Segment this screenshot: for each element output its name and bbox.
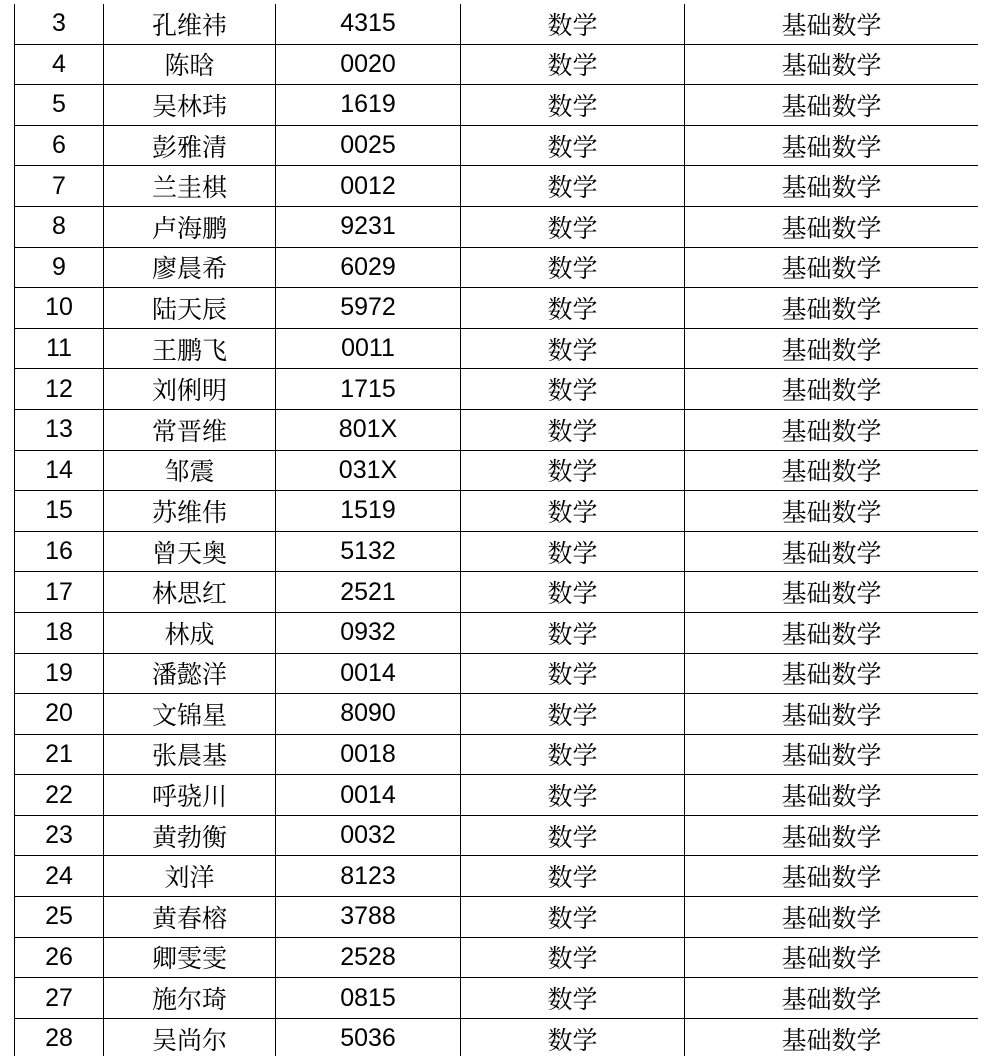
row-number-cell: 24: [15, 856, 104, 897]
table-row: [15, 44, 979, 85]
major-cell: 数学: [461, 978, 685, 1019]
student-id-cell: 1519: [276, 491, 461, 532]
student-id-cell: 0011: [276, 328, 461, 369]
row-number-cell: 20: [15, 694, 104, 735]
table-row: [15, 4, 979, 44]
major-cell: 数学: [461, 1018, 685, 1056]
student-name-cell: 廖晨希: [104, 247, 276, 288]
research-direction-cell: 基础数学: [685, 206, 979, 247]
table-row: [15, 572, 979, 613]
research-direction-cell: 基础数学: [685, 815, 979, 856]
row-number-cell: 15: [15, 491, 104, 532]
major-cell: 数学: [461, 125, 685, 166]
table-row: [15, 1018, 979, 1056]
student-id-cell: 0014: [276, 653, 461, 694]
table-row: [15, 328, 979, 369]
student-name-cell: 刘俐明: [104, 369, 276, 410]
table-row: [15, 775, 979, 816]
research-direction-cell: 基础数学: [685, 4, 979, 44]
row-number-cell: 18: [15, 612, 104, 653]
row-number-cell: 14: [15, 450, 104, 491]
student-name-cell: 陈晗: [104, 44, 276, 85]
student-name-cell: 吴林玮: [104, 85, 276, 126]
table-row: [15, 897, 979, 938]
research-direction-cell: 基础数学: [685, 531, 979, 572]
student-id-cell: 8123: [276, 856, 461, 897]
row-number-cell: 11: [15, 328, 104, 369]
major-cell: 数学: [461, 409, 685, 450]
row-number-cell: 5: [15, 85, 104, 126]
student-id-cell: 3788: [276, 897, 461, 938]
major-cell: 数学: [461, 572, 685, 613]
student-id-cell: 4315: [276, 4, 461, 44]
student-id-cell: 801X: [276, 409, 461, 450]
student-id-cell: 1619: [276, 85, 461, 126]
table-row: [15, 491, 979, 532]
student-roster-table: [14, 4, 978, 1056]
major-cell: 数学: [461, 531, 685, 572]
student-name-cell: 潘懿洋: [104, 653, 276, 694]
major-cell: 数学: [461, 206, 685, 247]
table-row: [15, 734, 979, 775]
major-cell: 数学: [461, 897, 685, 938]
table-row: [15, 409, 979, 450]
major-cell: 数学: [461, 612, 685, 653]
table-row: [15, 694, 979, 735]
table-row: [15, 85, 979, 126]
student-id-cell: 0032: [276, 815, 461, 856]
major-cell: 数学: [461, 450, 685, 491]
student-id-cell: 5972: [276, 288, 461, 329]
research-direction-cell: 基础数学: [685, 125, 979, 166]
student-name-cell: 黄春榕: [104, 897, 276, 938]
research-direction-cell: 基础数学: [685, 897, 979, 938]
row-number-cell: 6: [15, 125, 104, 166]
table-row: [15, 247, 979, 288]
row-number-cell: 27: [15, 978, 104, 1019]
table-row: [15, 978, 979, 1019]
row-number-cell: 21: [15, 734, 104, 775]
research-direction-cell: 基础数学: [685, 369, 979, 410]
student-name-cell: 邹震: [104, 450, 276, 491]
research-direction-cell: 基础数学: [685, 856, 979, 897]
row-number-cell: 25: [15, 897, 104, 938]
student-id-cell: 6029: [276, 247, 461, 288]
table-row: [15, 288, 979, 329]
row-number-cell: 19: [15, 653, 104, 694]
research-direction-cell: 基础数学: [685, 247, 979, 288]
student-name-cell: 苏维伟: [104, 491, 276, 532]
student-name-cell: 呼骁川: [104, 775, 276, 816]
student-name-cell: 常晋维: [104, 409, 276, 450]
student-name-cell: 孔维祎: [104, 4, 276, 44]
student-name-cell: 吴尚尔: [104, 1018, 276, 1056]
major-cell: 数学: [461, 328, 685, 369]
research-direction-cell: 基础数学: [685, 653, 979, 694]
research-direction-cell: 基础数学: [685, 775, 979, 816]
student-name-cell: 兰圭棋: [104, 166, 276, 207]
student-name-cell: 卿雯雯: [104, 937, 276, 978]
student-id-cell: 2521: [276, 572, 461, 613]
table-row: [15, 531, 979, 572]
student-id-cell: 0025: [276, 125, 461, 166]
research-direction-cell: 基础数学: [685, 166, 979, 207]
major-cell: 数学: [461, 775, 685, 816]
row-number-cell: 22: [15, 775, 104, 816]
table-row: [15, 369, 979, 410]
major-cell: 数学: [461, 288, 685, 329]
student-name-cell: 林思红: [104, 572, 276, 613]
research-direction-cell: 基础数学: [685, 612, 979, 653]
roster-body: [15, 4, 979, 1056]
row-number-cell: 12: [15, 369, 104, 410]
student-id-cell: 8090: [276, 694, 461, 735]
research-direction-cell: 基础数学: [685, 288, 979, 329]
table-row: [15, 166, 979, 207]
student-name-cell: 陆天辰: [104, 288, 276, 329]
major-cell: 数学: [461, 734, 685, 775]
row-number-cell: 28: [15, 1018, 104, 1056]
major-cell: 数学: [461, 44, 685, 85]
row-number-cell: 9: [15, 247, 104, 288]
student-id-cell: 5132: [276, 531, 461, 572]
row-number-cell: 17: [15, 572, 104, 613]
student-roster-sheet: [14, 4, 978, 1056]
row-number-cell: 13: [15, 409, 104, 450]
student-id-cell: 2528: [276, 937, 461, 978]
student-id-cell: 5036: [276, 1018, 461, 1056]
table-row: [15, 125, 979, 166]
student-id-cell: 1715: [276, 369, 461, 410]
student-name-cell: 王鹏飞: [104, 328, 276, 369]
student-id-cell: 0014: [276, 775, 461, 816]
research-direction-cell: 基础数学: [685, 572, 979, 613]
research-direction-cell: 基础数学: [685, 1018, 979, 1056]
table-row: [15, 653, 979, 694]
research-direction-cell: 基础数学: [685, 937, 979, 978]
major-cell: 数学: [461, 4, 685, 44]
row-number-cell: 16: [15, 531, 104, 572]
research-direction-cell: 基础数学: [685, 409, 979, 450]
student-id-cell: 0815: [276, 978, 461, 1019]
row-number-cell: 3: [15, 4, 104, 44]
table-row: [15, 612, 979, 653]
major-cell: 数学: [461, 937, 685, 978]
student-name-cell: 文锦星: [104, 694, 276, 735]
major-cell: 数学: [461, 369, 685, 410]
row-number-cell: 7: [15, 166, 104, 207]
student-id-cell: 031X: [276, 450, 461, 491]
row-number-cell: 26: [15, 937, 104, 978]
major-cell: 数学: [461, 166, 685, 207]
table-row: [15, 856, 979, 897]
table-row: [15, 815, 979, 856]
student-id-cell: 0012: [276, 166, 461, 207]
table-row: [15, 206, 979, 247]
table-row: [15, 450, 979, 491]
major-cell: 数学: [461, 491, 685, 532]
student-name-cell: 施尔琦: [104, 978, 276, 1019]
student-name-cell: 黄勃衡: [104, 815, 276, 856]
row-number-cell: 4: [15, 44, 104, 85]
student-id-cell: 0932: [276, 612, 461, 653]
major-cell: 数学: [461, 694, 685, 735]
major-cell: 数学: [461, 247, 685, 288]
major-cell: 数学: [461, 815, 685, 856]
research-direction-cell: 基础数学: [685, 734, 979, 775]
student-id-cell: 9231: [276, 206, 461, 247]
student-id-cell: 0020: [276, 44, 461, 85]
research-direction-cell: 基础数学: [685, 450, 979, 491]
research-direction-cell: 基础数学: [685, 44, 979, 85]
row-number-cell: 8: [15, 206, 104, 247]
row-number-cell: 23: [15, 815, 104, 856]
major-cell: 数学: [461, 653, 685, 694]
research-direction-cell: 基础数学: [685, 85, 979, 126]
major-cell: 数学: [461, 85, 685, 126]
student-name-cell: 张晨基: [104, 734, 276, 775]
student-name-cell: 卢海鹏: [104, 206, 276, 247]
research-direction-cell: 基础数学: [685, 328, 979, 369]
research-direction-cell: 基础数学: [685, 694, 979, 735]
student-id-cell: 0018: [276, 734, 461, 775]
student-name-cell: 曾天奥: [104, 531, 276, 572]
research-direction-cell: 基础数学: [685, 491, 979, 532]
student-name-cell: 刘洋: [104, 856, 276, 897]
table-row: [15, 937, 979, 978]
student-name-cell: 彭雅清: [104, 125, 276, 166]
major-cell: 数学: [461, 856, 685, 897]
research-direction-cell: 基础数学: [685, 978, 979, 1019]
student-name-cell: 林成: [104, 612, 276, 653]
row-number-cell: 10: [15, 288, 104, 329]
